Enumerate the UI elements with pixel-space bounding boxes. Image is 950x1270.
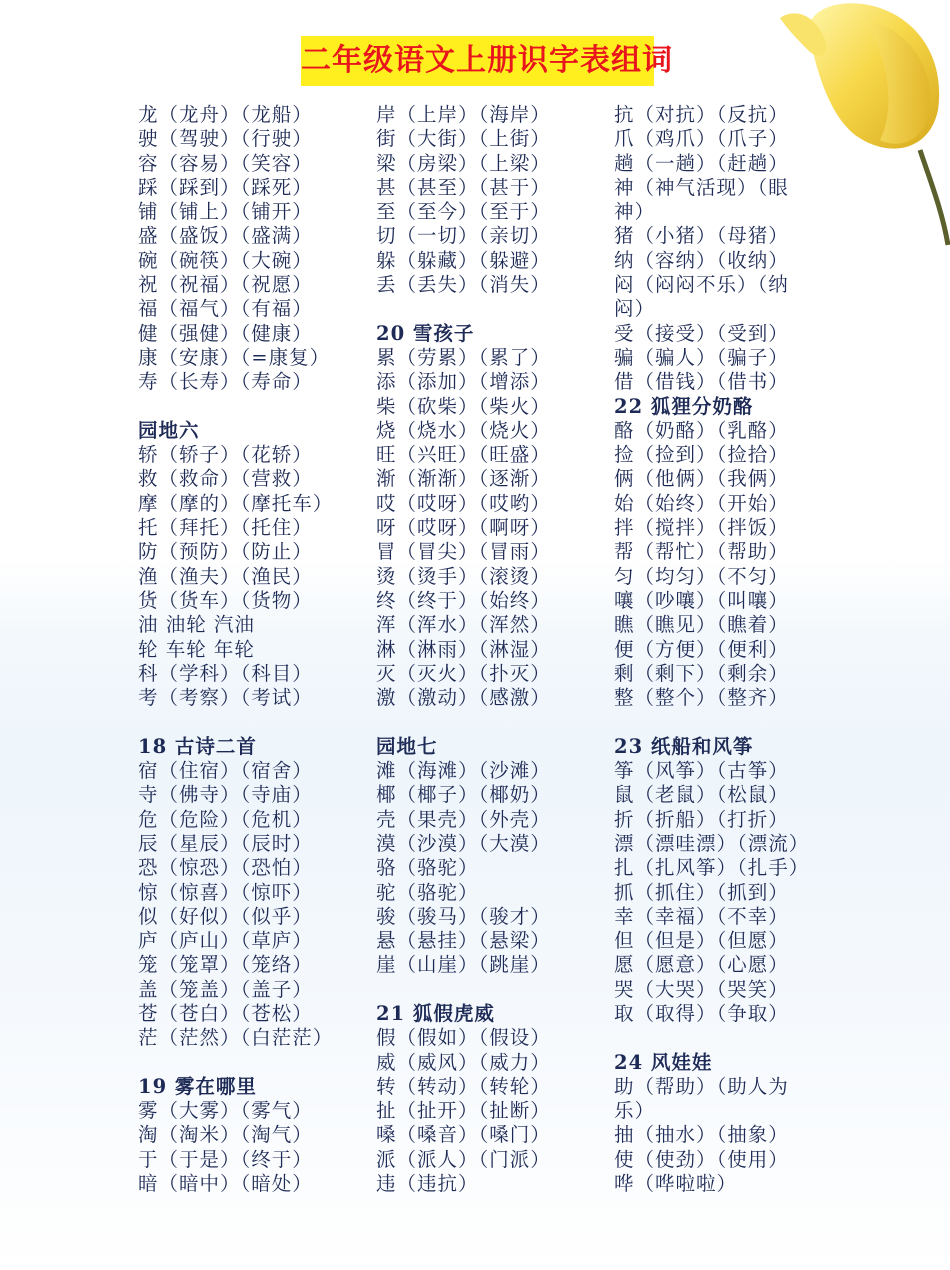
word-entry: 趟（一趟）（赶趟）	[614, 151, 789, 175]
word-entry: 淘（淘米）（淘气）	[138, 1123, 313, 1147]
word-entry: 拌（搅拌）（拌饭）	[614, 516, 789, 540]
section-heading: 园地六	[138, 418, 200, 442]
word-entry: 捡（捡到）（捡拾）	[614, 443, 789, 467]
word-entry: 威（威风）（威力）	[376, 1050, 551, 1074]
word-entry: 但（但是）（但愿）	[614, 929, 789, 953]
word-entry: 嚷（吵嚷）（叫嚷）	[614, 588, 789, 612]
word-entry: 恐（惊恐）（恐怕）	[138, 856, 313, 880]
word-entry: 呀（哎呀）（啊呀）	[376, 516, 551, 540]
word-entry: 茫（茫然）（白茫茫）	[138, 1026, 334, 1050]
word-entry: 取（取得）（争取）	[614, 1001, 789, 1025]
word-entry: 使（使劲）（使用）	[614, 1147, 789, 1171]
word-entry: 乐）	[614, 1099, 656, 1123]
section-heading: 20 雪孩子	[376, 321, 475, 345]
column-3	[614, 103, 809, 1196]
word-entry: 滩（海滩）（沙滩）	[376, 759, 551, 783]
word-entry: 浑（浑水）（浑然）	[376, 613, 551, 637]
word-entry: 酪（奶酪）（乳酪）	[614, 418, 789, 442]
word-entry: 渔（渔夫）（渔民）	[138, 564, 313, 588]
word-entry: 梁（房梁）（上梁）	[376, 151, 551, 175]
word-entry: 漂（漂哇漂）（漂流）	[614, 831, 810, 855]
word-entry: 鼠（老鼠）（松鼠）	[614, 783, 789, 807]
column-2	[376, 103, 551, 1196]
word-entry: 寺（佛寺）（寺庙）	[138, 783, 313, 807]
section-heading: 24 风娃娃	[614, 1050, 713, 1074]
word-entry: 柴（砍柴）（柴火）	[376, 394, 551, 418]
word-entry: 龙（龙舟）（龙船）	[138, 103, 313, 126]
word-entry: 科（学科）（科目）	[138, 661, 313, 685]
word-entry: 岸（上岸）（海岸）	[376, 103, 551, 126]
word-entry: 铺（铺上）（铺开）	[138, 200, 313, 224]
word-entry: 考（考察）（考试）	[138, 686, 313, 710]
word-entry: 椰（椰子）（椰奶）	[376, 783, 551, 807]
section-heading: 23 纸船和风筝	[614, 734, 754, 758]
section-spacer	[138, 710, 333, 734]
word-entry: 健（强健）（健康）	[138, 321, 313, 345]
section-spacer	[614, 1026, 809, 1050]
word-entry: 寿（长寿）（寿命）	[138, 370, 313, 394]
word-entry: 壳（果壳）（外壳）	[376, 807, 551, 831]
word-entry: 便（方便）（便利）	[614, 637, 789, 661]
section-spacer	[376, 297, 551, 321]
word-entry: 防（预防）（防止）	[138, 540, 313, 564]
word-entry: 福（福气）（有福）	[138, 297, 313, 321]
section-spacer	[138, 395, 333, 419]
word-entry: 闷）	[614, 297, 656, 321]
word-entry: 雾（大雾）（雾气）	[138, 1099, 313, 1123]
word-entry: 漠（沙漠）（大漠）	[376, 831, 551, 855]
word-entry: 神（神气活现）（眼	[614, 175, 789, 199]
word-entry: 始（始终）（开始）	[614, 491, 789, 515]
word-entry: 甚（甚至）（甚于）	[376, 175, 551, 199]
word-entry: 帮（帮忙）（帮助）	[614, 540, 789, 564]
word-entry: 危（危险）（危机）	[138, 807, 313, 831]
word-entry: 旺（兴旺）（旺盛）	[376, 443, 551, 467]
word-entry: 哭（大哭）（哭笑）	[614, 977, 789, 1001]
word-entry: 摩（摩的）（摩托车）	[138, 491, 334, 515]
section-spacer	[376, 978, 551, 1002]
word-entry: 救（救命）（营救）	[138, 467, 313, 491]
word-entry: 祝（祝福）（祝愿）	[138, 273, 313, 297]
word-entry: 闷（闷闷不乐）（纳	[614, 273, 789, 297]
section-spacer	[614, 710, 809, 734]
word-entry: 嗓（嗓音）（嗓门）	[376, 1123, 551, 1147]
word-entry: 烧（烧水）（烧火）	[376, 418, 551, 442]
word-entry: 扯（扯开）（扯断）	[376, 1099, 551, 1123]
page-title: 二年级语文上册识字表组词	[301, 36, 654, 86]
word-entry: 丢（丢失）（消失）	[376, 273, 551, 297]
word-entry: 冒（冒尖）（冒雨）	[376, 540, 551, 564]
word-entry: 灭（灭火）（扑灭）	[376, 661, 551, 685]
word-entry: 苍（苍白）（苍松）	[138, 1001, 313, 1025]
section-spacer	[138, 1051, 333, 1075]
word-entry: 骗（骗人）（骗子）	[614, 345, 789, 369]
word-entry: 盛（盛饭）（盛满）	[138, 224, 313, 248]
word-entry: 切（一切）（亲切）	[376, 224, 551, 248]
word-entry: 瞧（瞧见）（瞧着）	[614, 613, 789, 637]
word-entry: 整（整个）（整齐）	[614, 686, 789, 710]
word-entry: 筝（风筝）（古筝）	[614, 759, 789, 783]
word-entry: 躲（躲藏）（躲避）	[376, 248, 551, 272]
word-entry: 愿（愿意）（心愿）	[614, 953, 789, 977]
word-entry: 悬（悬挂）（悬梁）	[376, 929, 551, 953]
word-entry: 康（安康）（=康复）	[138, 345, 331, 369]
word-entry: 折（折船）（打折）	[614, 807, 789, 831]
word-entry: 辰（星辰）（辰时）	[138, 831, 313, 855]
word-entry: 幸（幸福）（不幸）	[614, 904, 789, 928]
section-spacer	[376, 710, 551, 734]
word-entry: 骆（骆驼）	[376, 856, 479, 880]
word-entry: 添（添加）（增添）	[376, 370, 551, 394]
word-entry: 爪（鸡爪）（爪子）	[614, 127, 789, 151]
word-entry: 庐（庐山）（草庐）	[138, 929, 313, 953]
word-entry: 油 油轮 汽油	[138, 613, 255, 637]
section-heading: 22 狐狸分奶酪	[614, 394, 754, 418]
section-heading: 19 雾在哪里	[138, 1074, 257, 1098]
word-entry: 累（劳累）（累了）	[376, 345, 551, 369]
word-entry: 扎（扎风筝）（扎手）	[614, 856, 810, 880]
word-entry: 烫（烫手）（滚烫）	[376, 564, 551, 588]
word-entry: 于（于是）（终于）	[138, 1147, 313, 1171]
word-entry: 纳（容纳）（收纳）	[614, 248, 789, 272]
word-entry: 助（帮助）（助人为	[614, 1074, 789, 1098]
word-entry: 惊（惊喜）（惊吓）	[138, 880, 313, 904]
section-heading: 园地七	[376, 734, 438, 758]
word-entry: 碗（碗筷）（大碗）	[138, 248, 313, 272]
word-entry: 抽（抽水）（抽象）	[614, 1123, 789, 1147]
word-entry: 匀（均匀）（不匀）	[614, 564, 789, 588]
word-entry: 似（好似）（似乎）	[138, 904, 313, 928]
word-entry: 崖（山崖）（跳崖）	[376, 953, 551, 977]
word-entry: 假（假如）（假设）	[376, 1026, 551, 1050]
word-entry: 抗（对抗）（反抗）	[614, 103, 789, 126]
word-entry: 踩（踩到）（踩死）	[138, 175, 313, 199]
word-entry: 神）	[614, 200, 656, 224]
word-entry: 违（违抗）	[376, 1172, 479, 1196]
word-entry: 派（派人）（门派）	[376, 1147, 551, 1171]
word-entry: 受（接受）（受到）	[614, 321, 789, 345]
word-entry: 暗（暗中）（暗处）	[138, 1172, 313, 1196]
word-entry: 哗（哗啦啦）	[614, 1172, 738, 1196]
word-entry: 宿（住宿）（宿舍）	[138, 759, 313, 783]
word-entry: 驼（骆驼）	[376, 880, 479, 904]
word-entry: 轿（轿子）（花轿）	[138, 443, 313, 467]
word-entry: 抓（抓住）（抓到）	[614, 880, 789, 904]
section-heading: 21 狐假虎威	[376, 1001, 495, 1025]
word-entry: 转（转动）（转轮）	[376, 1074, 551, 1098]
word-entry: 街（大街）（上街）	[376, 127, 551, 151]
word-entry: 托（拜托）（托住）	[138, 516, 313, 540]
word-entry: 货（货车）（货物）	[138, 588, 313, 612]
word-entry: 驶（驾驶）（行驶）	[138, 127, 313, 151]
word-entry: 俩（他俩）（我俩）	[614, 467, 789, 491]
column-1	[138, 103, 333, 1196]
word-entry: 哎（哎呀）（哎哟）	[376, 491, 551, 515]
word-entry: 淋（淋雨）（淋湿）	[376, 637, 551, 661]
word-entry: 盖（笼盖）（盖子）	[138, 977, 313, 1001]
word-entry: 渐（渐渐）（逐渐）	[376, 467, 551, 491]
word-entry: 猪（小猪）（母猪）	[614, 224, 789, 248]
word-entry: 剩（剩下）（剩余）	[614, 661, 789, 685]
word-entry: 轮 车轮 年轮	[138, 637, 255, 661]
word-entry: 借（借钱）（借书）	[614, 370, 789, 394]
word-entry: 终（终于）（始终）	[376, 588, 551, 612]
word-entry: 至（至今）（至于）	[376, 200, 551, 224]
section-heading: 18 古诗二首	[138, 734, 257, 758]
word-entry: 激（激动）（感激）	[376, 686, 551, 710]
word-entry: 容（容易）（笑容）	[138, 151, 313, 175]
word-entry: 笼（笼罩）（笼络）	[138, 953, 313, 977]
word-entry: 骏（骏马）（骏才）	[376, 904, 551, 928]
